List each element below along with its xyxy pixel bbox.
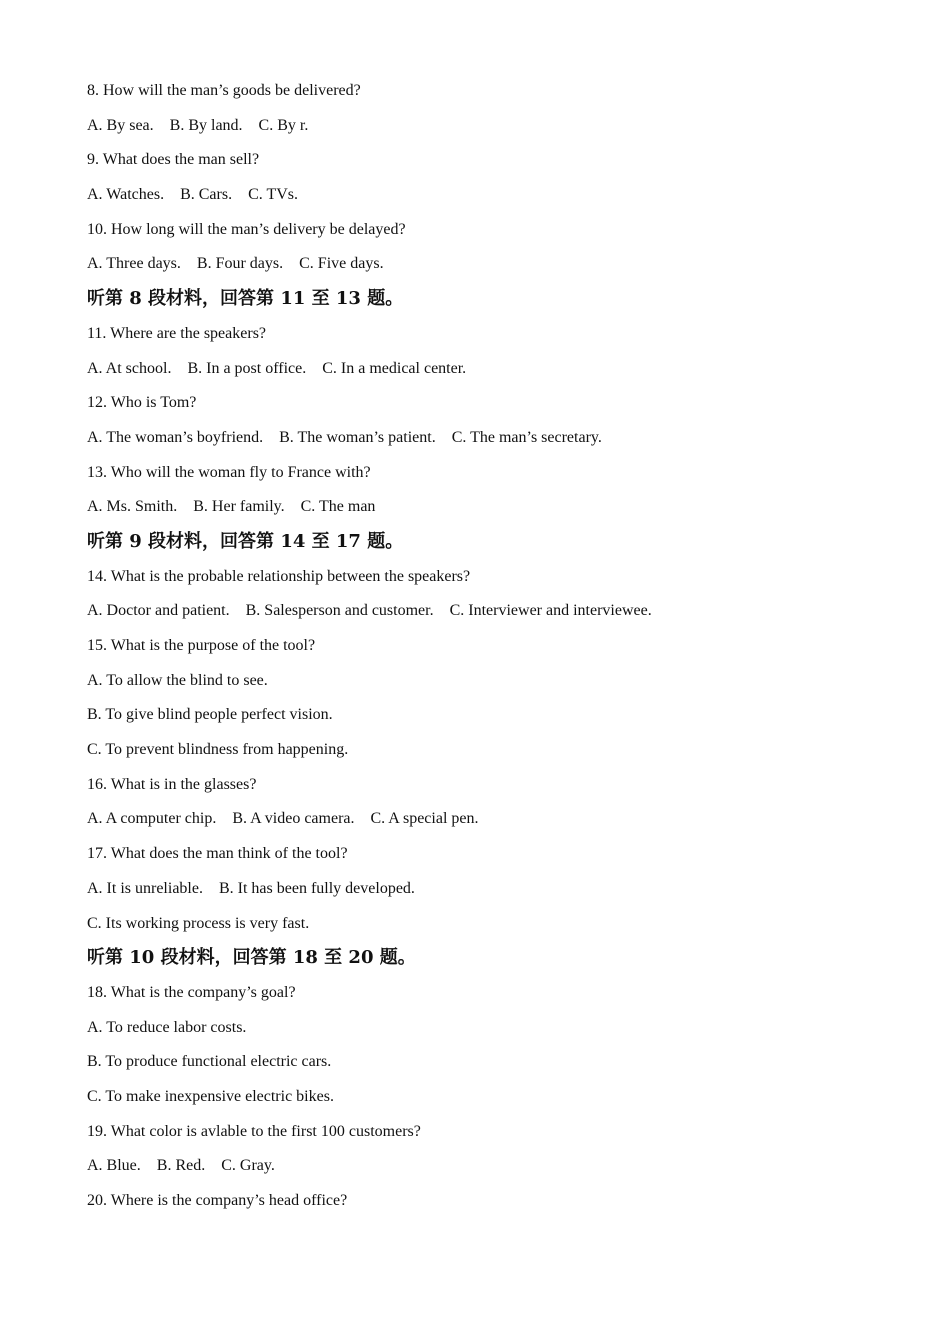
question-text: 16. What is in the glasses? <box>87 775 257 793</box>
question-text: 9. What does the man sell? <box>87 151 260 169</box>
section-heading: 听第 8 段材料，回答第 11 至 13 题。 <box>87 288 404 310</box>
answer-options: A. Ms. Smith. B. Her family. C. The man <box>87 498 376 516</box>
answer-options: A. A computer chip. B. A video camera. C. A special pen. <box>87 810 479 828</box>
answer-options: A. To allow the blind to see. <box>87 671 268 689</box>
answer-options: C. To make inexpensive electric bikes. <box>87 1087 334 1105</box>
section-heading: 听第 10 段材料，回答第 18 至 20 题。 <box>87 947 416 969</box>
question-text: 18. What is the company’s goal? <box>87 983 296 1001</box>
question-text: 20. Where is the company’s head office? <box>87 1192 348 1209</box>
question-text: 13. Who will the woman fly to France with? <box>87 463 371 481</box>
answer-options: A. To reduce labor costs. <box>87 1018 247 1036</box>
answer-options: A. Three days. B. Four days. C. Five days. <box>87 255 384 273</box>
question-text: 14. What is the probable relationship between the speakers? <box>87 567 471 585</box>
question-text: 12. Who is Tom? <box>87 394 197 412</box>
answer-options: A. At school. B. In a post office. C. In a medical center. <box>87 359 467 377</box>
question-text: 11. Where are the speakers? <box>87 324 267 342</box>
answer-options: A. Watches. B. Cars. C. TVs. <box>87 186 298 204</box>
section-heading: 听第 9 段材料，回答第 14 至 17 题。 <box>87 530 404 552</box>
answer-options: C. Its working process is very fast. <box>87 914 310 932</box>
exam-content <box>87 76 887 1221</box>
answer-options: A. The woman’s boyfriend. B. The woman’s patient. C. The man’s secretary. <box>87 428 602 446</box>
answer-options: A. By sea. B. By land. C. By r. <box>87 116 309 134</box>
question-text: 17. What does the man think of the tool? <box>87 845 348 863</box>
answer-options: A. It is unreliable. B. It has been fully developed. <box>87 879 415 897</box>
question-text: 10. How long will the man’s delivery be delayed? <box>87 220 406 238</box>
question-text: 15. What is the purpose of the tool? <box>87 637 316 654</box>
question-text: 19. What color is avlable to the first 100 customers? <box>87 1122 421 1140</box>
answer-options: B. To produce functional electric cars. <box>87 1053 332 1071</box>
question-text: 8. How will the man’s goods be delivered? <box>87 82 361 99</box>
answer-options: B. To give blind people perfect vision. <box>87 706 333 724</box>
answer-options: A. Blue. B. Red. C. Gray. <box>87 1157 275 1175</box>
answer-options: C. To prevent blindness from happening. <box>87 741 349 759</box>
answer-options: A. Doctor and patient. B. Salesperson and customer. C. Interviewer and interviewee. <box>87 602 652 620</box>
